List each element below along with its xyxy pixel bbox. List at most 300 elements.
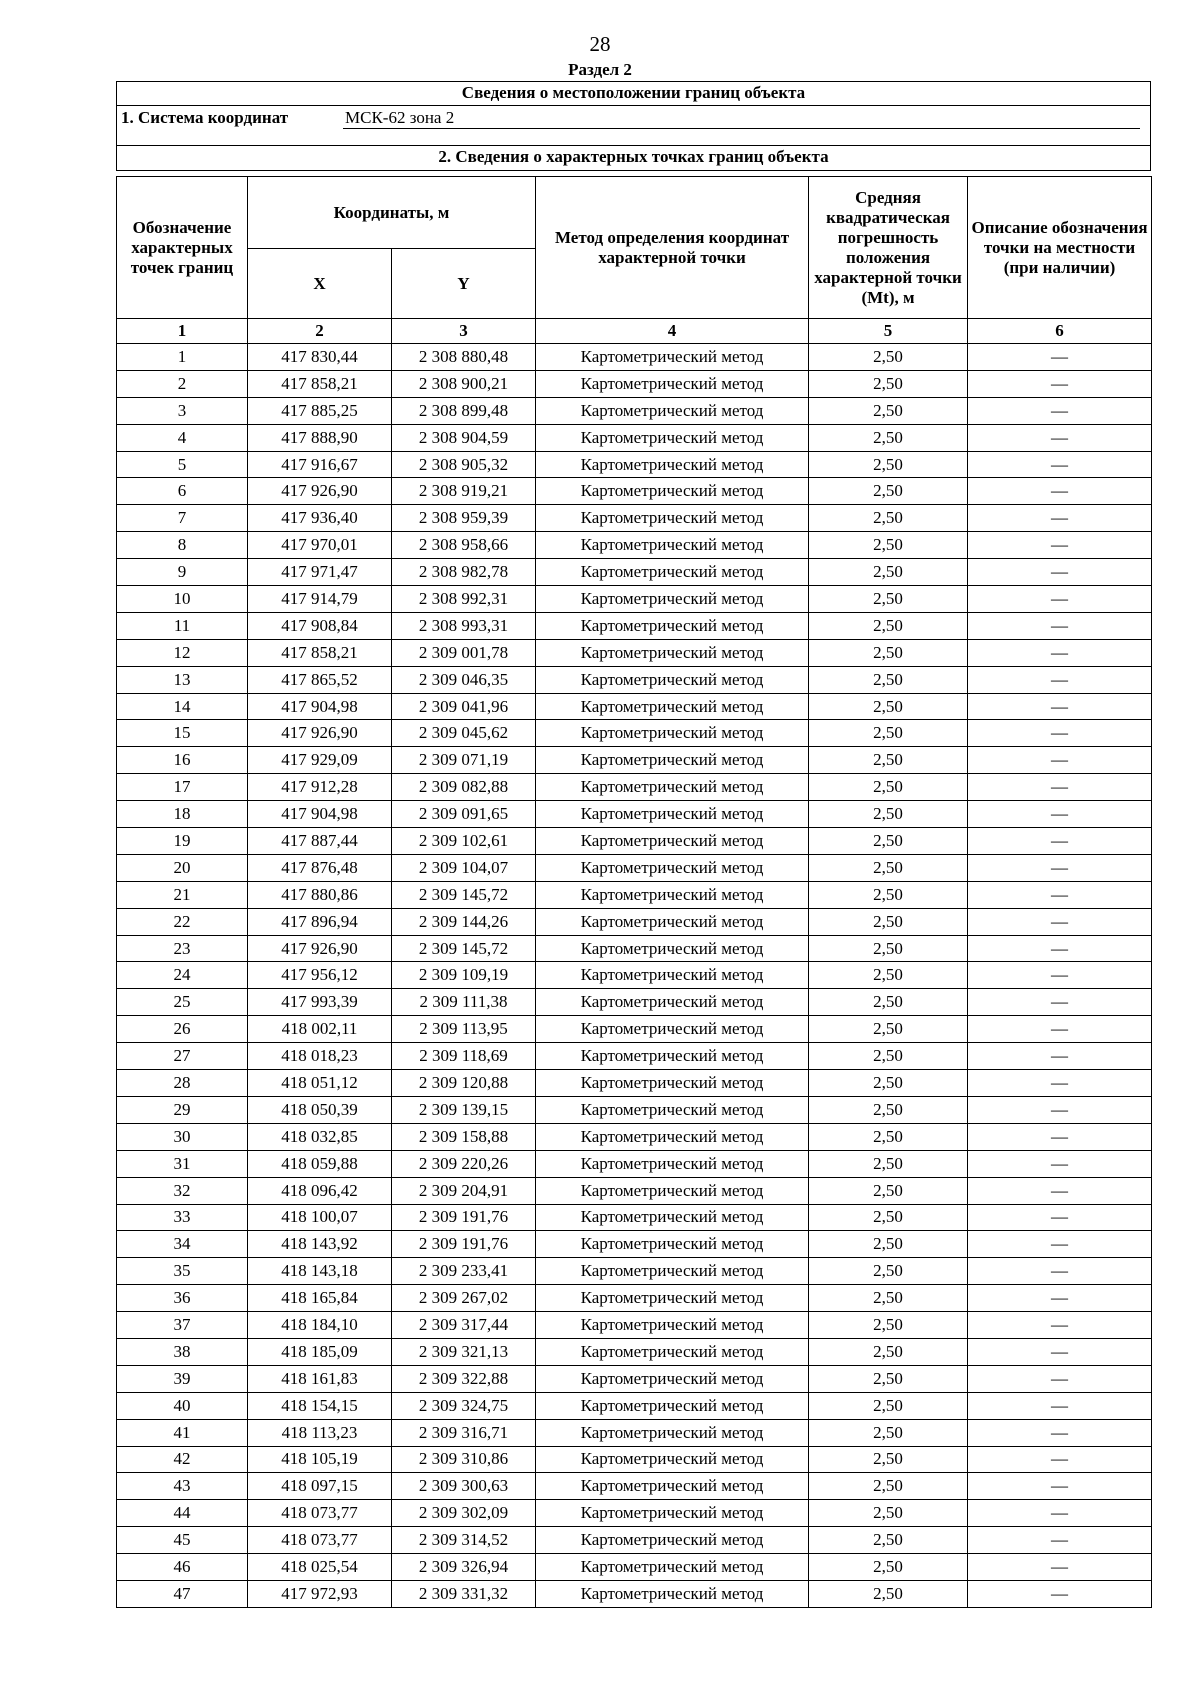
coord-y-cell: 2 308 982,78 xyxy=(392,559,536,586)
error-cell: 2,50 xyxy=(809,720,968,747)
table-row xyxy=(117,559,1152,586)
point-number-cell: 14 xyxy=(117,693,248,720)
description-cell: — xyxy=(968,1365,1152,1392)
method-cell: Картометрический метод xyxy=(536,747,809,774)
error-cell: 2,50 xyxy=(809,828,968,855)
point-number-cell: 29 xyxy=(117,1096,248,1123)
error-cell: 2,50 xyxy=(809,1446,968,1473)
coord-x-cell: 417 904,98 xyxy=(248,801,392,828)
method-cell: Картометрический метод xyxy=(536,1527,809,1554)
table-row xyxy=(117,1419,1152,1446)
coord-x-cell: 418 059,88 xyxy=(248,1150,392,1177)
point-number-cell: 27 xyxy=(117,1043,248,1070)
description-cell: — xyxy=(968,559,1152,586)
error-cell: 2,50 xyxy=(809,935,968,962)
coord-y-cell: 2 309 104,07 xyxy=(392,854,536,881)
method-cell: Картометрический метод xyxy=(536,1285,809,1312)
point-number-cell: 18 xyxy=(117,801,248,828)
description-cell: — xyxy=(968,693,1152,720)
coord-y-cell: 2 308 959,39 xyxy=(392,505,536,532)
method-cell: Картометрический метод xyxy=(536,478,809,505)
method-cell: Картометрический метод xyxy=(536,532,809,559)
point-number-cell: 7 xyxy=(117,505,248,532)
error-cell: 2,50 xyxy=(809,586,968,613)
description-cell: — xyxy=(968,1527,1152,1554)
point-number-cell: 26 xyxy=(117,1016,248,1043)
header-y: Y xyxy=(392,249,536,319)
coord-y-cell: 2 309 111,38 xyxy=(392,989,536,1016)
description-cell: — xyxy=(968,1473,1152,1500)
coord-x-cell: 417 993,39 xyxy=(248,989,392,1016)
error-cell: 2,50 xyxy=(809,1419,968,1446)
table-row xyxy=(117,908,1152,935)
description-cell: — xyxy=(968,612,1152,639)
coord-x-cell: 418 165,84 xyxy=(248,1285,392,1312)
method-cell: Картометрический метод xyxy=(536,935,809,962)
method-cell: Картометрический метод xyxy=(536,1177,809,1204)
info-title: Сведения о местоположении границ объекта xyxy=(117,82,1150,106)
point-number-cell: 33 xyxy=(117,1204,248,1231)
coord-x-cell: 417 858,21 xyxy=(248,639,392,666)
coord-x-cell: 417 926,90 xyxy=(248,935,392,962)
point-number-cell: 39 xyxy=(117,1365,248,1392)
table-row xyxy=(117,1554,1152,1581)
points-table-body xyxy=(117,344,1152,1608)
description-cell: — xyxy=(968,962,1152,989)
coord-x-cell: 418 097,15 xyxy=(248,1473,392,1500)
coord-y-cell: 2 309 145,72 xyxy=(392,881,536,908)
error-cell: 2,50 xyxy=(809,1554,968,1581)
error-cell: 2,50 xyxy=(809,747,968,774)
point-number-cell: 41 xyxy=(117,1419,248,1446)
coord-x-cell: 417 858,21 xyxy=(248,370,392,397)
error-cell: 2,50 xyxy=(809,1365,968,1392)
error-cell: 2,50 xyxy=(809,451,968,478)
method-cell: Картометрический метод xyxy=(536,989,809,1016)
coord-y-cell: 2 309 191,76 xyxy=(392,1231,536,1258)
coord-y-cell: 2 309 139,15 xyxy=(392,1096,536,1123)
error-cell: 2,50 xyxy=(809,962,968,989)
point-number-cell: 38 xyxy=(117,1338,248,1365)
coord-x-cell: 418 002,11 xyxy=(248,1016,392,1043)
description-cell: — xyxy=(968,1177,1152,1204)
error-cell: 2,50 xyxy=(809,1338,968,1365)
header-coordinates: Координаты, м xyxy=(248,177,536,249)
method-cell: Картометрический метод xyxy=(536,1392,809,1419)
coord-system-label: 1. Система координат xyxy=(121,108,289,127)
coord-x-cell: 418 143,92 xyxy=(248,1231,392,1258)
coord-y-cell: 2 309 204,91 xyxy=(392,1177,536,1204)
point-number-cell: 9 xyxy=(117,559,248,586)
method-cell: Картометрический метод xyxy=(536,1258,809,1285)
coord-x-cell: 417 830,44 xyxy=(248,344,392,371)
column-number: 5 xyxy=(809,319,968,344)
description-cell: — xyxy=(968,935,1152,962)
point-number-cell: 1 xyxy=(117,344,248,371)
coord-system-value: МСК-62 зона 2 xyxy=(343,108,1140,129)
description-cell: — xyxy=(968,1446,1152,1473)
description-cell: — xyxy=(968,1580,1152,1607)
coord-x-cell: 417 972,93 xyxy=(248,1580,392,1607)
table-row xyxy=(117,1312,1152,1339)
coord-x-cell: 417 926,90 xyxy=(248,478,392,505)
column-number: 2 xyxy=(248,319,392,344)
coord-y-cell: 2 309 326,94 xyxy=(392,1554,536,1581)
description-cell: — xyxy=(968,774,1152,801)
method-cell: Картометрический метод xyxy=(536,1365,809,1392)
table-row xyxy=(117,1204,1152,1231)
coord-system-row xyxy=(117,106,1150,146)
error-cell: 2,50 xyxy=(809,1580,968,1607)
error-cell: 2,50 xyxy=(809,1473,968,1500)
coord-x-cell: 417 908,84 xyxy=(248,612,392,639)
method-cell: Картометрический метод xyxy=(536,962,809,989)
point-number-cell: 6 xyxy=(117,478,248,505)
table-row xyxy=(117,1392,1152,1419)
description-cell: — xyxy=(968,747,1152,774)
description-cell: — xyxy=(968,505,1152,532)
table-row xyxy=(117,693,1152,720)
coord-x-cell: 418 184,10 xyxy=(248,1312,392,1339)
table-row xyxy=(117,505,1152,532)
error-cell: 2,50 xyxy=(809,908,968,935)
coord-y-cell: 2 309 233,41 xyxy=(392,1258,536,1285)
description-cell: — xyxy=(968,881,1152,908)
coord-y-cell: 2 309 220,26 xyxy=(392,1150,536,1177)
point-number-cell: 24 xyxy=(117,962,248,989)
table-row xyxy=(117,612,1152,639)
description-cell: — xyxy=(968,1419,1152,1446)
method-cell: Картометрический метод xyxy=(536,559,809,586)
coord-y-cell: 2 308 919,21 xyxy=(392,478,536,505)
coord-x-cell: 417 970,01 xyxy=(248,532,392,559)
coord-x-cell: 418 073,77 xyxy=(248,1527,392,1554)
table-row xyxy=(117,1096,1152,1123)
error-cell: 2,50 xyxy=(809,1070,968,1097)
error-cell: 2,50 xyxy=(809,1312,968,1339)
coord-x-cell: 418 100,07 xyxy=(248,1204,392,1231)
error-cell: 2,50 xyxy=(809,1392,968,1419)
description-cell: — xyxy=(968,1231,1152,1258)
error-cell: 2,50 xyxy=(809,532,968,559)
coord-x-cell: 418 025,54 xyxy=(248,1554,392,1581)
coord-x-cell: 417 916,67 xyxy=(248,451,392,478)
coord-x-cell: 418 096,42 xyxy=(248,1177,392,1204)
description-cell: — xyxy=(968,801,1152,828)
coord-y-cell: 2 309 302,09 xyxy=(392,1500,536,1527)
description-cell: — xyxy=(968,1338,1152,1365)
header-description: Описание обозначения точки на местности (при наличии) xyxy=(968,177,1152,319)
coord-y-cell: 2 309 001,78 xyxy=(392,639,536,666)
coord-x-cell: 417 888,90 xyxy=(248,424,392,451)
table-row xyxy=(117,1365,1152,1392)
method-cell: Картометрический метод xyxy=(536,1446,809,1473)
table-row xyxy=(117,774,1152,801)
coord-y-cell: 2 309 091,65 xyxy=(392,801,536,828)
method-cell: Картометрический метод xyxy=(536,1580,809,1607)
description-cell: — xyxy=(968,1392,1152,1419)
point-number-cell: 32 xyxy=(117,1177,248,1204)
coord-y-cell: 2 308 899,48 xyxy=(392,397,536,424)
table-row xyxy=(117,344,1152,371)
method-cell: Картометрический метод xyxy=(536,1554,809,1581)
table-row xyxy=(117,586,1152,613)
table-row xyxy=(117,370,1152,397)
point-number-cell: 5 xyxy=(117,451,248,478)
table-row xyxy=(117,639,1152,666)
coord-x-cell: 417 971,47 xyxy=(248,559,392,586)
coord-y-cell: 2 309 314,52 xyxy=(392,1527,536,1554)
description-cell: — xyxy=(968,370,1152,397)
method-cell: Картометрический метод xyxy=(536,1070,809,1097)
table-row xyxy=(117,424,1152,451)
point-number-cell: 43 xyxy=(117,1473,248,1500)
error-cell: 2,50 xyxy=(809,1285,968,1312)
coord-y-cell: 2 309 102,61 xyxy=(392,828,536,855)
error-cell: 2,50 xyxy=(809,989,968,1016)
coord-y-cell: 2 309 082,88 xyxy=(392,774,536,801)
method-cell: Картометрический метод xyxy=(536,1096,809,1123)
error-cell: 2,50 xyxy=(809,1500,968,1527)
coord-x-cell: 418 073,77 xyxy=(248,1500,392,1527)
coord-x-cell: 417 865,52 xyxy=(248,666,392,693)
coord-y-cell: 2 309 191,76 xyxy=(392,1204,536,1231)
description-cell: — xyxy=(968,828,1152,855)
point-number-cell: 37 xyxy=(117,1312,248,1339)
coord-y-cell: 2 309 071,19 xyxy=(392,747,536,774)
description-cell: — xyxy=(968,478,1152,505)
coord-y-cell: 2 308 904,59 xyxy=(392,424,536,451)
error-cell: 2,50 xyxy=(809,1150,968,1177)
coord-y-cell: 2 308 958,66 xyxy=(392,532,536,559)
table-row xyxy=(117,854,1152,881)
coord-x-cell: 417 876,48 xyxy=(248,854,392,881)
coord-x-cell: 418 185,09 xyxy=(248,1338,392,1365)
point-number-cell: 19 xyxy=(117,828,248,855)
object-info-frame xyxy=(116,81,1151,171)
point-number-cell: 25 xyxy=(117,989,248,1016)
point-number-cell: 45 xyxy=(117,1527,248,1554)
description-cell: — xyxy=(968,1070,1152,1097)
error-cell: 2,50 xyxy=(809,1016,968,1043)
point-number-cell: 35 xyxy=(117,1258,248,1285)
table-row xyxy=(117,828,1152,855)
description-cell: — xyxy=(968,532,1152,559)
table-row xyxy=(117,1285,1152,1312)
description-cell: — xyxy=(968,397,1152,424)
description-cell: — xyxy=(968,1096,1152,1123)
coord-y-cell: 2 308 993,31 xyxy=(392,612,536,639)
table-row xyxy=(117,1580,1152,1607)
method-cell: Картометрический метод xyxy=(536,424,809,451)
method-cell: Картометрический метод xyxy=(536,720,809,747)
description-cell: — xyxy=(968,989,1152,1016)
coord-y-cell: 2 308 900,21 xyxy=(392,370,536,397)
coord-y-cell: 2 309 310,86 xyxy=(392,1446,536,1473)
section-title: Раздел 2 xyxy=(568,60,632,79)
method-cell: Картометрический метод xyxy=(536,370,809,397)
table-row xyxy=(117,532,1152,559)
method-cell: Картометрический метод xyxy=(536,666,809,693)
coord-x-cell: 417 904,98 xyxy=(248,693,392,720)
method-cell: Картометрический метод xyxy=(536,505,809,532)
point-number-cell: 30 xyxy=(117,1123,248,1150)
header-method: Метод определения координат характерной точки xyxy=(536,177,809,319)
coord-x-cell: 418 154,15 xyxy=(248,1392,392,1419)
description-cell: — xyxy=(968,1043,1152,1070)
point-number-cell: 13 xyxy=(117,666,248,693)
coord-y-cell: 2 309 158,88 xyxy=(392,1123,536,1150)
point-number-cell: 20 xyxy=(117,854,248,881)
error-cell: 2,50 xyxy=(809,854,968,881)
error-cell: 2,50 xyxy=(809,1204,968,1231)
coord-x-cell: 417 926,90 xyxy=(248,720,392,747)
coord-x-cell: 417 936,40 xyxy=(248,505,392,532)
point-number-cell: 4 xyxy=(117,424,248,451)
method-cell: Картометрический метод xyxy=(536,801,809,828)
coord-y-cell: 2 309 118,69 xyxy=(392,1043,536,1070)
coord-x-cell: 418 143,18 xyxy=(248,1258,392,1285)
coord-x-cell: 418 032,85 xyxy=(248,1123,392,1150)
table-row xyxy=(117,1258,1152,1285)
method-cell: Картометрический метод xyxy=(536,1473,809,1500)
point-number-cell: 40 xyxy=(117,1392,248,1419)
method-cell: Картометрический метод xyxy=(536,1500,809,1527)
coord-y-cell: 2 308 905,32 xyxy=(392,451,536,478)
point-number-cell: 34 xyxy=(117,1231,248,1258)
column-number: 4 xyxy=(536,319,809,344)
table-row xyxy=(117,1231,1152,1258)
coord-y-cell: 2 309 041,96 xyxy=(392,693,536,720)
error-cell: 2,50 xyxy=(809,1096,968,1123)
method-cell: Картометрический метод xyxy=(536,612,809,639)
point-number-cell: 47 xyxy=(117,1580,248,1607)
error-cell: 2,50 xyxy=(809,693,968,720)
coord-x-cell: 418 105,19 xyxy=(248,1446,392,1473)
description-cell: — xyxy=(968,720,1152,747)
description-cell: — xyxy=(968,451,1152,478)
page-number: 28 xyxy=(589,32,611,56)
coord-x-cell: 417 887,44 xyxy=(248,828,392,855)
coord-y-cell: 2 309 331,32 xyxy=(392,1580,536,1607)
header-designation: Обозначение характерных точек границ xyxy=(117,177,248,319)
error-cell: 2,50 xyxy=(809,1231,968,1258)
table-row xyxy=(117,720,1152,747)
coord-y-cell: 2 309 144,26 xyxy=(392,908,536,935)
error-cell: 2,50 xyxy=(809,1527,968,1554)
method-cell: Картометрический метод xyxy=(536,451,809,478)
description-cell: — xyxy=(968,1285,1152,1312)
description-cell: — xyxy=(968,344,1152,371)
coord-y-cell: 2 309 324,75 xyxy=(392,1392,536,1419)
method-cell: Картометрический метод xyxy=(536,639,809,666)
method-cell: Картометрический метод xyxy=(536,1312,809,1339)
point-number-cell: 2 xyxy=(117,370,248,397)
description-cell: — xyxy=(968,1554,1152,1581)
coord-x-cell: 417 914,79 xyxy=(248,586,392,613)
description-cell: — xyxy=(968,424,1152,451)
method-cell: Картометрический метод xyxy=(536,397,809,424)
point-number-cell: 8 xyxy=(117,532,248,559)
column-number: 1 xyxy=(117,319,248,344)
table-row xyxy=(117,1016,1152,1043)
error-cell: 2,50 xyxy=(809,1123,968,1150)
coord-y-cell: 2 309 145,72 xyxy=(392,935,536,962)
method-cell: Картометрический метод xyxy=(536,1123,809,1150)
error-cell: 2,50 xyxy=(809,639,968,666)
table-row xyxy=(117,935,1152,962)
error-cell: 2,50 xyxy=(809,478,968,505)
coord-x-cell: 417 912,28 xyxy=(248,774,392,801)
coord-y-cell: 2 309 109,19 xyxy=(392,962,536,989)
point-number-cell: 21 xyxy=(117,881,248,908)
coord-y-cell: 2 309 321,13 xyxy=(392,1338,536,1365)
table-row xyxy=(117,666,1152,693)
coord-y-cell: 2 308 992,31 xyxy=(392,586,536,613)
error-cell: 2,50 xyxy=(809,370,968,397)
error-cell: 2,50 xyxy=(809,559,968,586)
header-error: Средняя квадратическая погрешность положения характерной точки (Mt), м xyxy=(809,177,968,319)
point-number-cell: 10 xyxy=(117,586,248,613)
point-number-cell: 23 xyxy=(117,935,248,962)
coord-x-cell: 417 885,25 xyxy=(248,397,392,424)
coord-x-cell: 418 113,23 xyxy=(248,1419,392,1446)
point-number-cell: 28 xyxy=(117,1070,248,1097)
table-row xyxy=(117,397,1152,424)
error-cell: 2,50 xyxy=(809,666,968,693)
table-row xyxy=(117,478,1152,505)
error-cell: 2,50 xyxy=(809,505,968,532)
method-cell: Картометрический метод xyxy=(536,1204,809,1231)
column-number: 6 xyxy=(968,319,1152,344)
table-row xyxy=(117,1500,1152,1527)
point-number-cell: 42 xyxy=(117,1446,248,1473)
method-cell: Картометрический метод xyxy=(536,1419,809,1446)
description-cell: — xyxy=(968,854,1152,881)
error-cell: 2,50 xyxy=(809,1043,968,1070)
description-cell: — xyxy=(968,908,1152,935)
point-number-cell: 16 xyxy=(117,747,248,774)
point-number-cell: 22 xyxy=(117,908,248,935)
table-row xyxy=(117,1043,1152,1070)
description-cell: — xyxy=(968,639,1152,666)
coord-y-cell: 2 309 045,62 xyxy=(392,720,536,747)
coord-y-cell: 2 309 267,02 xyxy=(392,1285,536,1312)
coord-x-cell: 418 051,12 xyxy=(248,1070,392,1097)
table-row xyxy=(117,1473,1152,1500)
coord-y-cell: 2 309 046,35 xyxy=(392,666,536,693)
method-cell: Картометрический метод xyxy=(536,908,809,935)
column-number: 3 xyxy=(392,319,536,344)
point-number-cell: 11 xyxy=(117,612,248,639)
points-table xyxy=(116,176,1152,1608)
coord-y-cell: 2 309 120,88 xyxy=(392,1070,536,1097)
coord-x-cell: 418 050,39 xyxy=(248,1096,392,1123)
table-row xyxy=(117,747,1152,774)
point-number-cell: 31 xyxy=(117,1150,248,1177)
point-number-cell: 36 xyxy=(117,1285,248,1312)
method-cell: Картометрический метод xyxy=(536,1016,809,1043)
point-number-cell: 44 xyxy=(117,1500,248,1527)
error-cell: 2,50 xyxy=(809,801,968,828)
method-cell: Картометрический метод xyxy=(536,774,809,801)
error-cell: 2,50 xyxy=(809,1177,968,1204)
table-row xyxy=(117,451,1152,478)
coord-y-cell: 2 309 322,88 xyxy=(392,1365,536,1392)
error-cell: 2,50 xyxy=(809,397,968,424)
table-row xyxy=(117,881,1152,908)
table-row xyxy=(117,1123,1152,1150)
